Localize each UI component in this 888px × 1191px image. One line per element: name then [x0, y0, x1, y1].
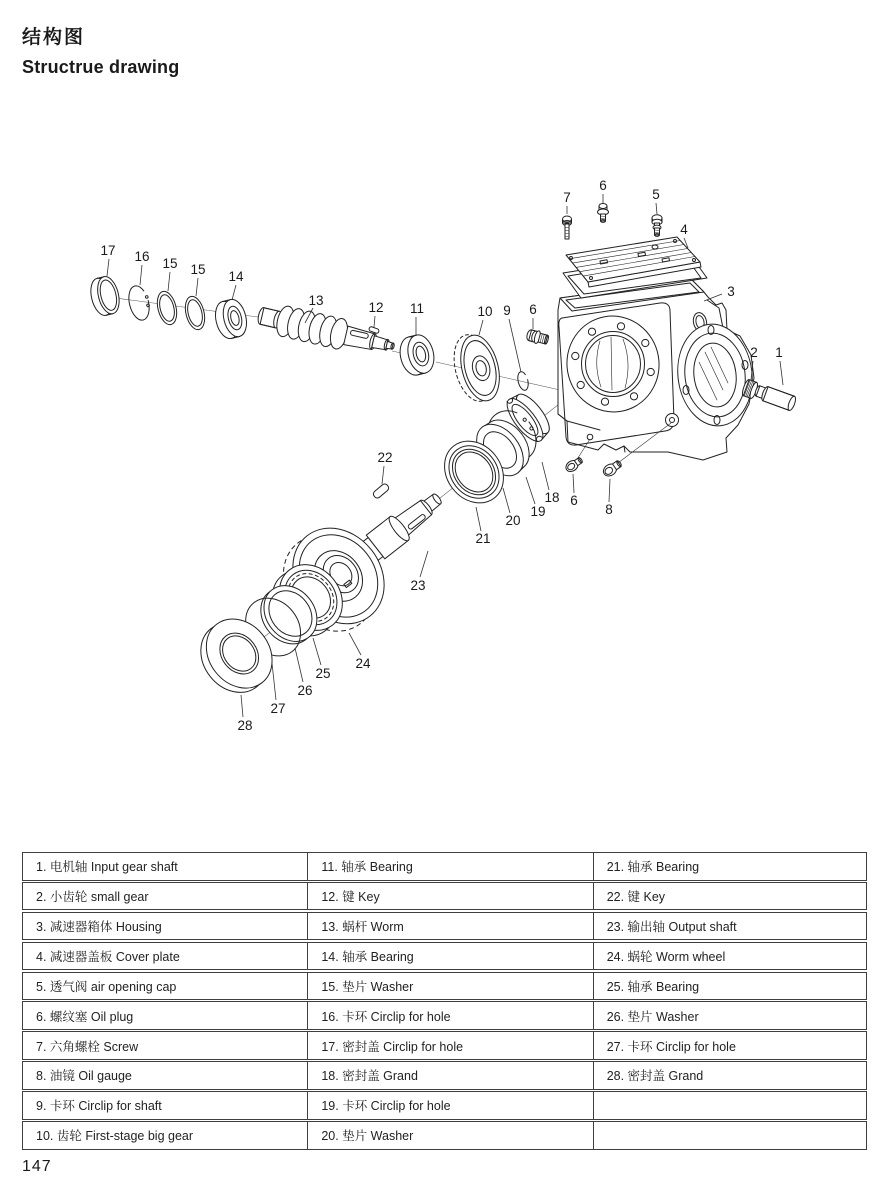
table-cell: 9. 卡环 Circlip for shaft — [23, 1092, 308, 1119]
callout-15b — [190, 262, 205, 296]
part-bearing-14 — [212, 297, 250, 341]
callout-5 — [652, 187, 660, 214]
callout-label: 6 — [570, 493, 578, 508]
table-cell: 3. 减速器箱体 Housing — [23, 913, 308, 940]
callout-label: 28 — [237, 718, 253, 733]
callout-label: 13 — [308, 293, 324, 308]
callout-label: 3 — [727, 284, 735, 299]
callout-12 — [368, 300, 383, 327]
callout-label: 21 — [475, 531, 491, 546]
callout-22 — [377, 450, 392, 484]
table-row — [22, 912, 867, 941]
page-number: 147 — [22, 1158, 52, 1175]
table-row — [22, 1061, 867, 1090]
callout-1 — [775, 345, 783, 385]
callout-label: 1 — [775, 345, 783, 360]
part-circlip-9 — [516, 371, 530, 392]
table-cell: 21. 轴承 Bearing — [606, 860, 700, 875]
part-input-shaft-1 — [753, 383, 797, 411]
callout-label: 10 — [477, 304, 493, 319]
part-oil-plug-6-mid — [526, 328, 550, 346]
table-cell: 16. 卡环 Circlip for hole — [308, 1002, 593, 1029]
callout-label: 23 — [410, 578, 426, 593]
callout-label: 11 — [409, 301, 425, 316]
callout-28 — [237, 695, 252, 733]
callout-11 — [410, 301, 424, 336]
table-row — [22, 1121, 867, 1150]
callout-label: 15 — [190, 262, 206, 277]
callout-label: 19 — [530, 504, 546, 519]
callout-label: 7 — [563, 190, 571, 205]
callout-label: 24 — [355, 656, 371, 671]
table-cell: 24. 蜗轮 Worm wheel — [606, 949, 726, 964]
callout-label: 12 — [368, 300, 384, 315]
part-bolt-6-bottom — [564, 455, 584, 474]
callout-label: 6 — [599, 178, 607, 193]
callout-18 — [542, 462, 560, 505]
table-cell: 10. 齿轮 First-stage big gear — [23, 1122, 308, 1149]
table-cell: 27. 卡环 Circlip for hole — [606, 1039, 736, 1054]
table-cell: 14. 轴承 Bearing — [308, 943, 593, 970]
table-cell: 22. 键 Key — [606, 890, 666, 905]
table-cell: 23. 输出轴 Output shaft — [606, 920, 737, 935]
part-air-cap-5 — [652, 215, 662, 237]
callout-23 — [410, 551, 428, 593]
callout-label: 26 — [297, 683, 313, 698]
table-cell: 2. 小齿轮 small gear — [23, 883, 308, 910]
parts-table — [22, 852, 867, 1150]
callout-14 — [228, 269, 244, 300]
callout-label: 15 — [162, 256, 178, 271]
callout-27 — [270, 663, 285, 716]
table-row — [22, 852, 867, 881]
page-title-en: Structrue drawing — [22, 57, 180, 77]
part-circlip-16 — [126, 284, 154, 323]
table-cell: 13. 蜗杆 Worm — [308, 913, 593, 940]
part-seal-17 — [87, 274, 122, 317]
callout-17 — [100, 243, 115, 276]
table-cell — [594, 1092, 866, 1119]
part-washer-15b — [182, 294, 208, 331]
table-cell: 20. 垫片 Washer — [308, 1122, 593, 1149]
table-row — [22, 882, 867, 911]
table-cell: 15. 垫片 Washer — [308, 973, 593, 1000]
table-cell: 6. 螺纹塞 Oil plug — [23, 1002, 308, 1029]
callout-26 — [295, 648, 313, 698]
table-cell: 26. 垫片 Washer — [606, 1009, 699, 1024]
callout-label: 18 — [544, 490, 560, 505]
callout-6-bottom — [570, 474, 578, 508]
table-cell: 8. 油镜 Oil gauge — [23, 1062, 308, 1089]
callout-label: 16 — [134, 249, 150, 264]
table-cell — [594, 1122, 866, 1149]
callout-label: 2 — [750, 345, 758, 360]
callout-label: 4 — [680, 222, 688, 237]
table-row — [22, 942, 867, 971]
table-cell: 12. 键 Key — [308, 883, 593, 910]
callout-25 — [313, 638, 331, 681]
callout-6-top — [599, 178, 607, 203]
table-row — [22, 1091, 867, 1120]
callout-label: 14 — [228, 269, 244, 284]
callout-10 — [477, 304, 492, 335]
callout-7 — [563, 190, 571, 214]
table-cell: 5. 透气阀 air opening cap — [23, 973, 308, 1000]
part-gear-10 — [448, 329, 506, 406]
callout-19 — [526, 477, 546, 519]
table-cell: 28. 密封盖 Grand — [606, 1069, 704, 1084]
callout-label: 6 — [529, 302, 537, 317]
callout-9 — [503, 303, 521, 372]
callout-6-mid — [529, 302, 537, 329]
callout-label: 25 — [315, 666, 331, 681]
callout-label: 5 — [652, 187, 660, 202]
part-bolt-6-top — [598, 204, 609, 223]
table-row — [22, 972, 867, 1001]
callout-21 — [475, 507, 490, 546]
callout-label: 20 — [505, 513, 521, 528]
callout-15a — [162, 256, 177, 291]
page-title-zh: 结构图 — [22, 27, 86, 48]
callout-20 — [503, 488, 521, 528]
part-key-22 — [372, 483, 390, 500]
table-row — [22, 1031, 867, 1060]
callout-label: 27 — [270, 701, 286, 716]
table-cell: 25. 轴承 Bearing — [606, 979, 700, 994]
callout-label: 22 — [377, 450, 393, 465]
part-washer-15a — [154, 289, 180, 326]
table-cell: 17. 密封盖 Circlip for hole — [308, 1032, 593, 1059]
callout-label: 8 — [605, 502, 613, 517]
part-bearing-11 — [396, 332, 437, 378]
table-row — [22, 1001, 867, 1030]
table-cell: 7. 六角螺栓 Screw — [23, 1032, 308, 1059]
callout-label: 17 — [100, 243, 116, 258]
table-cell: 19. 卡环 Circlip for hole — [308, 1092, 593, 1119]
callout-24 — [349, 633, 371, 671]
callout-16 — [134, 249, 149, 285]
callout-label: 9 — [503, 303, 511, 318]
table-cell: 11. 轴承 Bearing — [308, 853, 593, 880]
table-cell: 1. 电机轴 Input gear shaft — [23, 853, 308, 880]
table-cell: 18. 密封盖 Grand — [308, 1062, 593, 1089]
part-screw-7 — [563, 216, 572, 239]
callout-8 — [605, 479, 613, 517]
table-cell: 4. 减速器盖板 Cover plate — [23, 943, 308, 970]
